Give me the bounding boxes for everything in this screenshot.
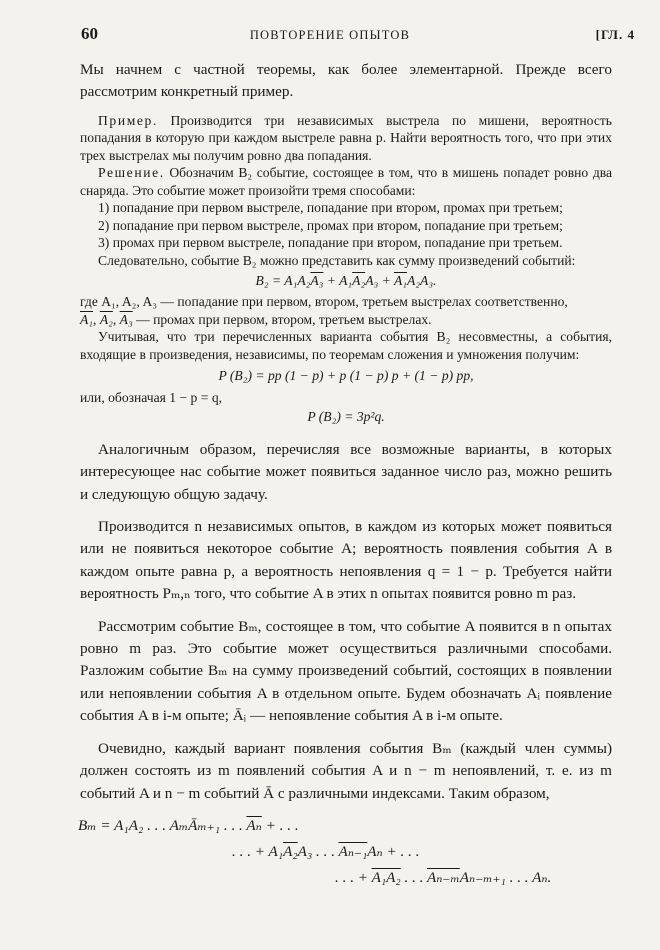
eq-b2-term: + A₁ <box>323 273 353 289</box>
where-line-1: где A₁, A₂, A₃ — попадание при первом, втором, третьем выстрелах соответственно, <box>80 294 568 310</box>
miss-symbol: A₁ <box>80 311 94 327</box>
example-text: Производится три независимых выстрела по мишени, вероятность попадания в которую при каждом выстреле равна p. Найти вероятность того, что при этих трех выстрелах мы получим ровно два попадания. <box>80 112 612 163</box>
solution-text: Обозначим B₂ событие, состоящее в том, что в мишень попадет ровно два снаряда. Это событие может произойти тремя способами: <box>80 165 613 198</box>
running-title: ПОВТОРЕНИЕ ОПЫТОВ <box>249 28 411 42</box>
prob-equation-2: P (B₂) = 3p²q. <box>307 408 385 424</box>
intro-paragraph: Мы начнем с частной теоремы, как более элементарной. Прежде всего рассмотрим конкретный пример. <box>80 61 612 101</box>
page-header <box>0 24 660 46</box>
therefore-paragraph: Следовательно, событие B₂ можно представить как сумму произведений событий: <box>98 252 576 268</box>
eq-b2-term-bar: A₁ <box>393 273 407 289</box>
way-3: 3) промах при первом выстреле, попадание при втором, попадание при третьем. <box>98 235 563 251</box>
bm-term-bar: A₁A₂ <box>371 868 401 886</box>
eq-b2-term: A₁A₂ <box>284 273 311 289</box>
bm-equation-line-3 <box>335 865 612 891</box>
chapter-mark: [ГЛ. 4 <box>595 27 635 42</box>
b2-equation <box>80 269 612 293</box>
bm-term: Bₘ = A₁A₂ . . . AₘĀₘ₊₁ . . . <box>78 816 247 834</box>
eq-b2-term-bar: A₃ <box>310 273 324 289</box>
bm-term-bar: Aₙ₋ₘ <box>427 868 460 886</box>
miss-symbol: A₂ <box>99 311 113 327</box>
where-text: — промах при первом, втором, третьем выстрелах. <box>136 311 432 327</box>
general-problem-paragraph: Производится n независимых опытов, в каждом из которых может появиться или не появиться некоторое событие A; вероятность появления события A в каждом опыте равна p, а вероятность непоявления q = 1 − p. Требуется найти вероятность Pₘ,ₙ того, что событие A в этих n опытах появится ровно m раз. <box>80 518 612 603</box>
bm-term: Aₙ₋ₘ₊₁ . . . Aₙ. <box>459 868 552 886</box>
prob-equation-1: P (B₂) = pp (1 − p) + p (1 − p) p + (1 − p) pp, <box>218 368 474 384</box>
miss-symbol: A₃ <box>119 311 133 327</box>
bm-term: Aₙ + . . . <box>367 842 420 860</box>
analogy-paragraph: Аналогичным образом, перечисляя все возможные варианты, в которых интересующее нас событие может появиться заданное число раз, можно решить и следующую общую задачу. <box>80 440 612 503</box>
eq-b2-lhs: B₂ = <box>255 273 285 289</box>
variant-paragraph: Очевидно, каждый вариант появления события Bₘ (каждый член суммы) должен состоять из m появлений события A и n − m непоявлений, т. е. из m событий A и n − m событий Ā с различными индексами. Таким образом, <box>80 739 612 802</box>
event-bm-paragraph: Рассмотрим событие Bₘ, состоящее в том, что событие A появится в n опытах ровно m раз. Это событие может осуществиться различными способами. Разложим событие Bₘ на сумму произведений событий, состоящих в появлении или непоявлении события A в отдельном опыте. Будем обозначать Aᵢ появление события A в i-м опыте; Āᵢ — непоявление события A в i-м опыте. <box>80 617 612 725</box>
bm-term: + . . . <box>261 816 299 834</box>
eq-b2-term: A₃ + <box>365 273 394 289</box>
considering-paragraph: Учитывая, что три перечисленных варианта события B₂ несовместны, а события, входящие в произведения, независимы, по теоремам сложения и умножения получим: <box>80 329 612 362</box>
way-1: 1) попадание при первом выстреле, попадание при втором, промах при третьем; <box>98 200 563 216</box>
denote-line: или, обозначая 1 − p = q, <box>80 390 223 406</box>
bm-term-bar: A₂ <box>283 842 298 860</box>
bm-term: . . . + <box>335 868 372 886</box>
bm-term-bar: Aₙ₋₁ <box>338 842 368 860</box>
bm-term: A₃ . . . <box>297 842 339 860</box>
solution-label: Решение. <box>98 165 165 181</box>
eq-b2-term: A₂A₃. <box>406 273 437 289</box>
where-line-2: A₁, A₂, A₃ — промах при первом, втором, третьем выстрелах. <box>80 311 432 327</box>
bm-equation-line-2 <box>232 839 612 865</box>
eq-b2-term-bar: A₂ <box>352 273 366 289</box>
bm-term-bar: $\overline{A_n}$ <box>246 816 262 834</box>
example-paragraph <box>80 112 612 165</box>
solution-paragraph <box>80 164 612 199</box>
bm-term: . . . + A₁ <box>232 842 284 860</box>
example-label: Пример. <box>98 112 158 128</box>
way-2: 2) попадание при первом выстреле, промах при втором, попадание при третьем; <box>98 217 563 233</box>
bm-equation <box>80 813 612 891</box>
page-body <box>80 59 612 891</box>
bm-term: . . . <box>400 868 427 886</box>
bm-equation-line-1 <box>78 813 612 839</box>
page-number: 60 <box>81 24 98 43</box>
